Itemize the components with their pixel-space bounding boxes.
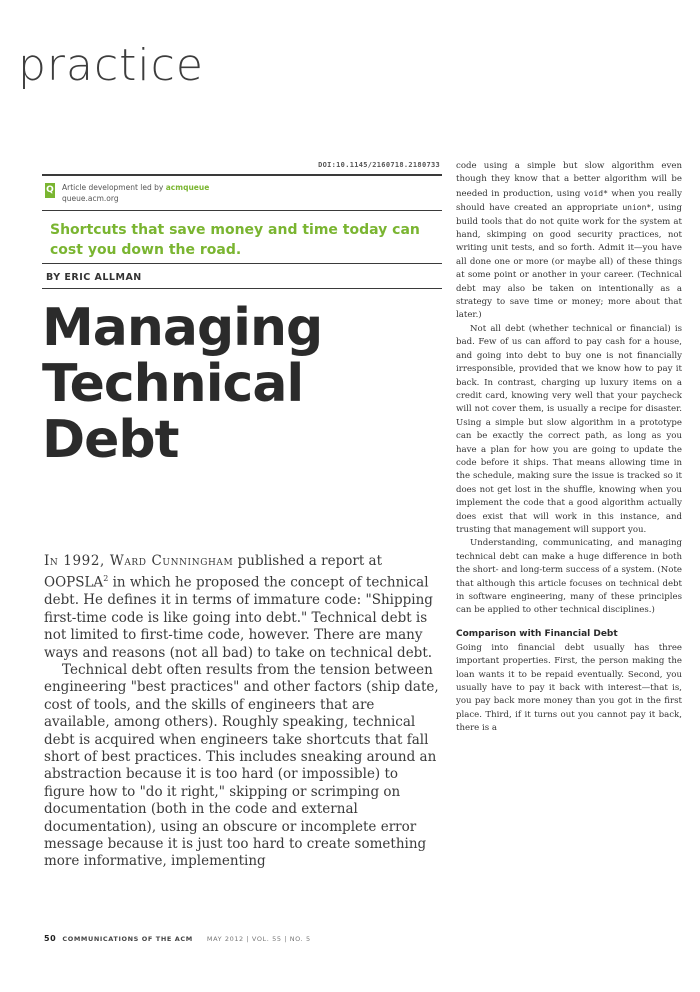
deck-top-rule: [42, 210, 442, 211]
body-paragraph: Going into financial debt usually has three important properties. First, the person making the loan wants it to be repaid eventually. Second, you usually have to pay it back with interest—that is, you pay back more money than you got in the first place. Third, if it turns out you cannot pay it back, there is a: [456, 642, 682, 734]
title-line: Debt: [42, 410, 179, 470]
title-line: Technical: [42, 354, 304, 414]
right-column: [456, 160, 682, 736]
code-snippet: union*: [622, 203, 652, 213]
byline: BY ERIC ALLMAN: [46, 272, 142, 283]
lede-text: published a report at OOPSLA: [44, 553, 383, 591]
body-text: when you really should have created an appropriate: [456, 188, 682, 214]
page-number: 50: [44, 934, 57, 943]
lede-opening: In 1992, Ward Cunningham: [44, 553, 234, 569]
acmqueue-brand: acmqueue: [165, 183, 210, 192]
development-credit-prefix: Article development led by: [62, 183, 164, 192]
issue-info: MAY 2012 | VOL. 55 | NO. 5: [206, 935, 311, 943]
acmqueue-icon: Q: [45, 183, 55, 198]
doi-reference: DOI:10.1145/2160718.2180733: [318, 161, 440, 169]
byline-rule: [42, 288, 442, 289]
body-text: , using build tools that do not quite work for the system at hand, skimping on good security practices, not writing unit tests, and so forth. Admit it—you have all done one or more (or maybe all) of these things at some point or another in your career. (Technical debt may also be taken on intentionally as a strategy to save time or money; more about that later.): [456, 203, 682, 321]
title-line: Managing: [42, 298, 323, 358]
body-paragraph: [456, 160, 682, 323]
lede-paragraph: [44, 553, 442, 662]
deck-bottom-rule: [42, 263, 442, 264]
development-credit-site: queue.acm.org: [62, 194, 119, 203]
lede-paragraph: Technical debt often results from the tension between engineering "best practices" and other factors (ship date, cost of tools, and the skills of engineers that are available, among others). Roughly speaking, technical debt is acquired when engineers take shortcuts that fall short of best practices. This includes sneaking around an abstraction because it is too hard (or impossible) to figure how to "do it right," skipping or scrimping on documentation (both in the code and external documentation), using an obscure or incomplete error message because it is just too hard to create something more informative, implementing: [44, 661, 439, 870]
section-label: practice: [18, 40, 204, 91]
code-snippet: void*: [583, 188, 608, 198]
lede-text-rest: in which he proposed the concept of technical debt. He defines it in terms of immature code: "Shipping first-time code is like going into debt." Technical debt is not limited to first-time code, however. There are many ways and reasons (not all bad) to take on technical debt.: [44, 574, 433, 661]
reference-marker: 2: [103, 574, 109, 584]
development-credit: [62, 182, 209, 204]
article-title: [42, 300, 442, 468]
body-text: code using a simple but slow algorithm even though they know that a better algorithm will be needed in production, using: [456, 161, 682, 199]
body-paragraph: Not all debt (whether technical or financial) is bad. Few of us can afford to pay cash for a house, and going into debt to buy one is not financially irresponsible, provided that we know how to pay it back. In contrast, charging up luxury items on a credit card, knowing very well that your paycheck will not cover them, is usually a recipe for disaster. Using a simple but slow algorithm in a prototype can be exactly the correct path, as long as you have a plan for how you are going to update the code before it ships. That means allowing time in the schedule, making sure the issue is tracked so it does not get lost in the shuffle, knowing when you implement the code that a good algorithm actually does exist that will work in this instance, and trusting that management will support you.: [456, 323, 682, 535]
body-paragraph: Understanding, communicating, and managing technical debt can make a huge difference in both the short- and long-term success of a system. (Note that although this article focuses on technical debt in software engineering, many of these principles can be applied to other technical disciplines.): [456, 538, 682, 616]
page-footer: [44, 934, 311, 943]
section-heading: Comparison with Financial Debt: [456, 628, 618, 639]
top-rule: [42, 174, 442, 176]
journal-name: COMMUNICATIONS OF THE ACM: [62, 935, 193, 943]
lede-column: [44, 553, 442, 871]
deck-subtitle: Shortcuts that save money and time today can cost you down the road.: [50, 222, 420, 258]
